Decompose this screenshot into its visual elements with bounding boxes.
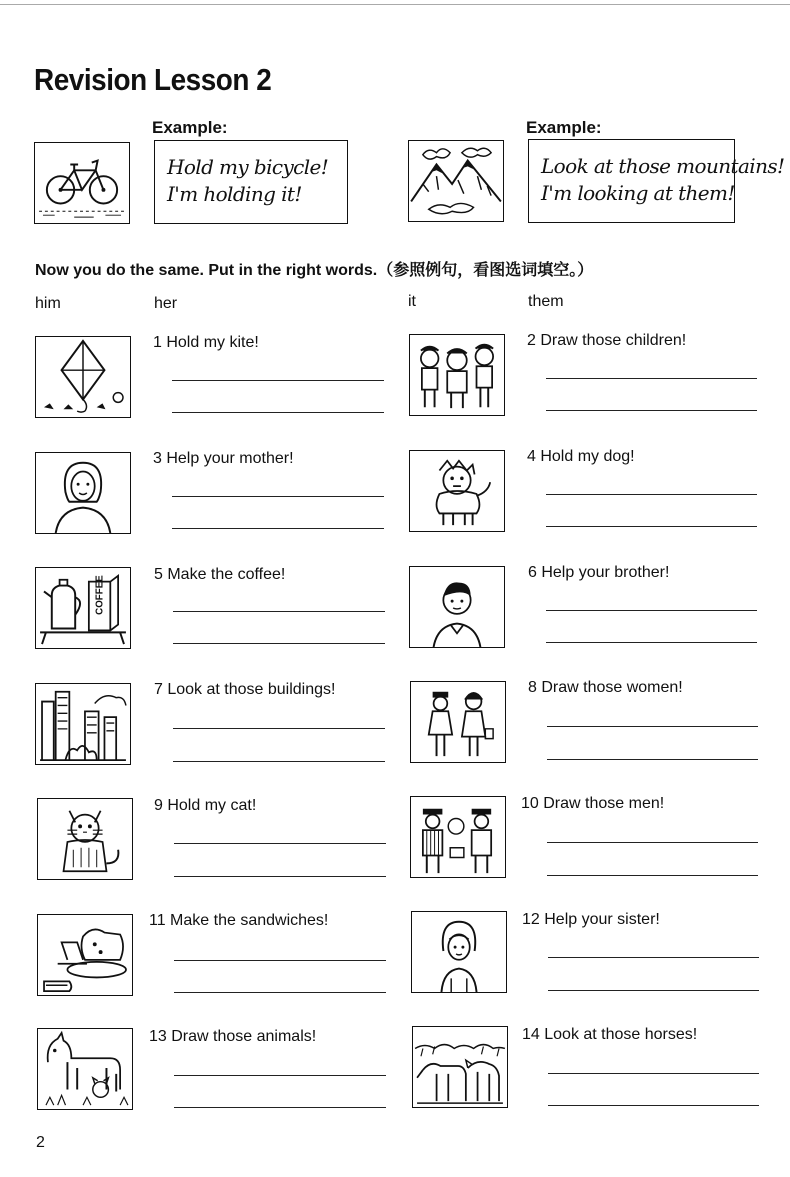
answer-line[interactable] xyxy=(174,992,386,993)
answer-line[interactable] xyxy=(174,876,386,877)
instructions: Now you do the same. Put in the right words.（参照例句，看图选词填空。） xyxy=(35,262,594,279)
answer-line[interactable] xyxy=(174,843,386,844)
answer-line[interactable] xyxy=(172,528,384,529)
example-speech-box xyxy=(154,140,348,224)
answer-line[interactable] xyxy=(546,642,757,643)
answer-line[interactable] xyxy=(173,643,385,644)
page-title: Revision Lesson 2 xyxy=(34,62,272,97)
exercise-prompt: 11 Make the sandwiches! xyxy=(149,912,329,929)
answer-line[interactable] xyxy=(548,957,759,958)
sandwiches-icon xyxy=(37,914,133,996)
exercise-prompt: 13 Draw those animals! xyxy=(149,1028,317,1045)
exercise-prompt: 1 Hold my kite! xyxy=(153,334,259,351)
animals-icon xyxy=(37,1028,133,1110)
example-sentence: I'm holding it! xyxy=(167,182,302,206)
coffee-icon xyxy=(35,567,131,649)
exercise-prompt: 2 Draw those children! xyxy=(527,332,687,349)
horses-icon xyxy=(412,1026,508,1108)
answer-line[interactable] xyxy=(174,1107,386,1108)
exercise-prompt: 3 Help your mother! xyxy=(153,450,294,467)
example-label: Example: xyxy=(152,118,228,137)
children-icon xyxy=(409,334,505,416)
mountains-icon xyxy=(408,140,504,222)
answer-line[interactable] xyxy=(546,526,757,527)
exercise-prompt: 14 Look at those horses! xyxy=(522,1026,698,1043)
answer-line[interactable] xyxy=(546,494,757,495)
answer-line[interactable] xyxy=(547,875,758,876)
men-icon xyxy=(410,796,506,878)
answer-line[interactable] xyxy=(173,761,385,762)
word-bank-item: him xyxy=(35,295,61,312)
answer-line[interactable] xyxy=(174,1075,386,1076)
answer-line[interactable] xyxy=(546,610,757,611)
cat-icon xyxy=(37,798,133,880)
svg-text:COFFEE: COFFEE xyxy=(94,575,106,615)
brother-icon xyxy=(409,566,505,648)
example-speech-box xyxy=(528,139,785,223)
answer-line[interactable] xyxy=(174,960,386,961)
answer-line[interactable] xyxy=(547,759,758,760)
answer-line[interactable] xyxy=(172,496,384,497)
answer-line[interactable] xyxy=(548,1105,759,1106)
example-sentence: I'm looking at them! xyxy=(541,181,735,205)
bicycle-icon xyxy=(34,142,130,224)
kite-icon xyxy=(35,336,131,418)
example-sentence: Hold my bicycle! xyxy=(167,155,329,179)
answer-line[interactable] xyxy=(172,412,384,413)
answer-line[interactable] xyxy=(548,990,759,991)
exercise-prompt: 8 Draw those women! xyxy=(528,679,683,696)
buildings-icon xyxy=(35,683,131,765)
word-bank-item: them xyxy=(528,293,564,310)
dog-icon xyxy=(409,450,505,532)
answer-line[interactable] xyxy=(547,726,758,727)
answer-line[interactable] xyxy=(547,842,758,843)
answer-line[interactable] xyxy=(548,1073,759,1074)
example-sentence: Look at those mountains! xyxy=(541,154,785,178)
mother-icon xyxy=(35,452,131,534)
exercise-prompt: 9 Hold my cat! xyxy=(154,797,257,814)
answer-line[interactable] xyxy=(173,611,385,612)
example-label: Example: xyxy=(526,118,602,137)
exercise-prompt: 6 Help your brother! xyxy=(528,564,670,581)
top-rule xyxy=(0,4,790,5)
answer-line[interactable] xyxy=(172,380,384,381)
exercise-prompt: 7 Look at those buildings! xyxy=(154,681,336,698)
word-bank-item: her xyxy=(154,295,178,312)
sister-icon xyxy=(411,911,507,993)
answer-line[interactable] xyxy=(173,728,385,729)
answer-line[interactable] xyxy=(546,378,757,379)
exercise-prompt: 5 Make the coffee! xyxy=(154,566,286,583)
exercise-prompt: 10 Draw those men! xyxy=(521,795,665,812)
exercise-prompt: 4 Hold my dog! xyxy=(527,448,635,465)
page-number: 2 xyxy=(36,1134,45,1151)
answer-line[interactable] xyxy=(546,410,757,411)
women-icon xyxy=(410,681,506,763)
word-bank-item: it xyxy=(408,293,416,310)
exercise-prompt: 12 Help your sister! xyxy=(522,911,660,928)
